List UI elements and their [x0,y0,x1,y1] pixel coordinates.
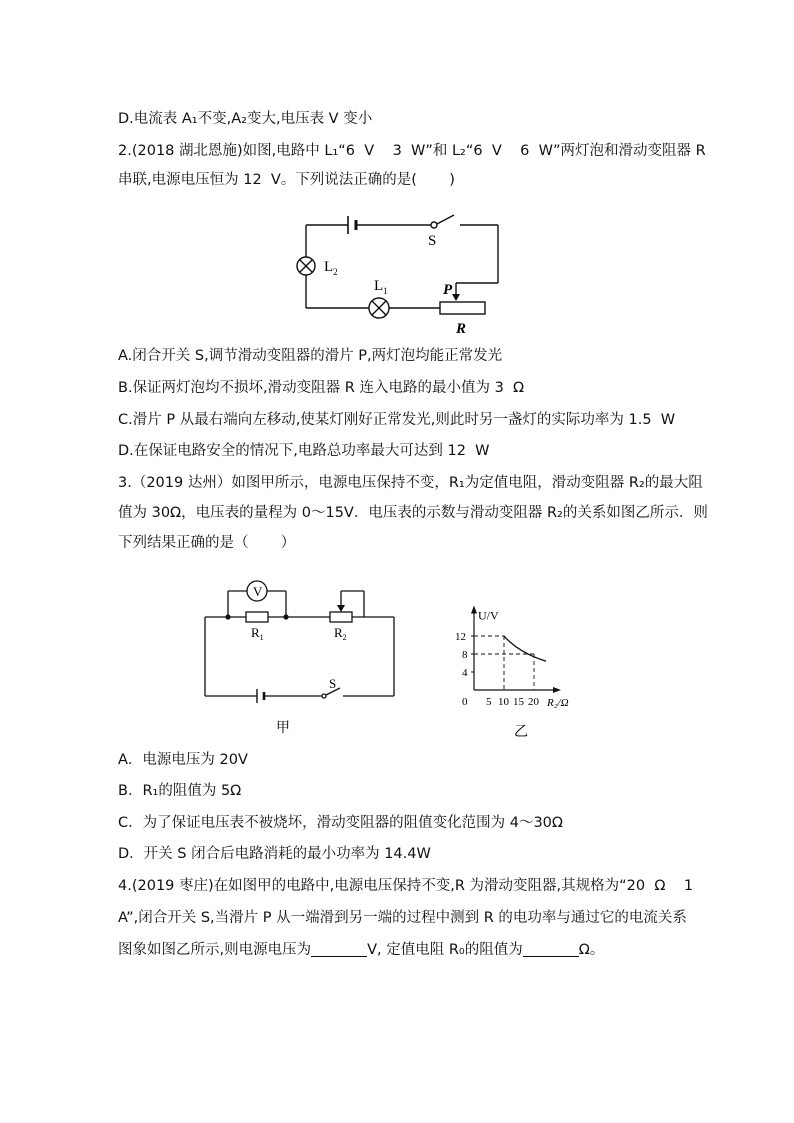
y-tick-label: 4 [462,667,468,679]
q3-stem-line2: 值为 30Ω，电压表的量程为 0～15V．电压表的示数与滑动变阻器 R₂的关系如图乙所示．则 [118,505,708,521]
rheostat-body [440,302,485,314]
x-tick-label: 0 [462,696,468,708]
x-axis-label: R₂/Ω [547,697,569,709]
y-axis-arrow [471,606,477,614]
switch-pivot [431,222,437,228]
q2-stem-line1: 2.(2018 湖北恩施)如图,电路中 L₁“6 V 3 W”和 L₂“6 V 6 W”两灯泡和滑动变阻器 R [118,143,706,159]
lamp-l2-label: $L_2$ [324,259,338,277]
answer-blank-voltage[interactable] [311,942,367,957]
answer-blank-resistance[interactable] [523,942,579,957]
x-tick-label: 15 [513,696,524,708]
x-tick-label: 5 [486,696,492,708]
lamp-l1-label: $L_1$ [374,278,388,296]
q4-text-b: V, 定值电阻 R₀的阻值为 [367,942,523,958]
q2-option-c: C.滑片 P 从最右端向左移动,使某灯刚好正常发光,则此时另一盏灯的实际功率为 1.5 W [118,412,676,428]
x-axis-arrow [553,687,561,693]
q2-circuit-diagram [290,205,520,340]
q4-stem-line1: 4.(2019 枣庄)在如图甲的电路中,电源电压保持不变,R 为滑动变阻器,其规格为“20 Ω 1 [118,878,694,894]
data-curve [504,636,546,661]
switch-label: S [428,233,437,249]
y-axis-label: U/V [478,608,499,623]
q3-option-b: B．R₁的阻值为 5Ω [118,783,242,799]
q2-option-b: B.保证两灯泡均不损坏,滑动变阻器 R 连入电路的最小值为 3 Ω [118,380,525,396]
figure-caption-yi: 乙 [514,724,528,740]
q3-circuit-diagram-jia [200,575,400,740]
q3-option-c: C．为了保证电压表不被烧坏，滑动变阻器的阻值变化范围为 4～30Ω [118,815,563,831]
x-tick-label: 20 [528,696,539,708]
slider-label: P [443,282,453,298]
q3-stem-line1: 3.（2019 达州）如图甲所示，电源电压保持不变，R₁为定值电阻，滑动变阻器 R₂的最大阻 [118,475,703,491]
y-tick-label: 12 [455,631,466,643]
resistor-r2 [330,612,352,622]
q4-stem-line3 [118,940,604,960]
q3-stem-line3: 下列结果正确的是（ ） [118,535,296,551]
q3-option-d: D．开关 S 闭合后电路消耗的最小功率为 14.4W [118,846,431,862]
lamp-l2 [297,257,315,275]
q4-text-a: 图象如图乙所示,则电源电压为 [118,942,312,958]
q4-text-c: Ω。 [578,942,605,958]
voltmeter-label: V [253,584,263,599]
r2-label: $R_2$ [334,625,347,642]
q3-graph-yi [450,585,600,745]
q2-option-d: D.在保证电路安全的情况下,电路总功率最大可达到 12 W [118,443,490,459]
figure-caption-jia: 甲 [276,720,290,736]
q2-option-a: A.闭合开关 S,调节滑动变阻器的滑片 P,两灯泡均能正常发光 [118,348,503,364]
x-tick-label: 10 [498,696,509,708]
lamp-l1 [369,298,389,318]
q1-option-d: D.电流表 A₁不变,A₂变大,电压表 V 变小 [118,111,373,127]
q4-stem-line2: A”,闭合开关 S,当滑片 P 从一端滑到另一端的过程中测到 R 的电功率与通过它的电流关系 [118,910,687,926]
rheostat-label: R [456,321,467,337]
junction-right [283,614,288,619]
junction-left [225,614,230,619]
y-tick-label: 8 [462,649,468,661]
switch-label: S [329,676,337,691]
q2-stem-line2: 串联,电源电压恒为 12 V。下列说法正确的是( ) [118,172,455,188]
r1-label: $R_1$ [251,625,264,642]
switch-blade [437,215,454,224]
switch-pivot [322,694,326,698]
slider-arrowhead [452,294,460,301]
r2-slider-arrowhead [337,605,345,612]
q3-option-a: A．电源电压为 20V [118,752,248,768]
resistor-r1 [246,612,268,622]
